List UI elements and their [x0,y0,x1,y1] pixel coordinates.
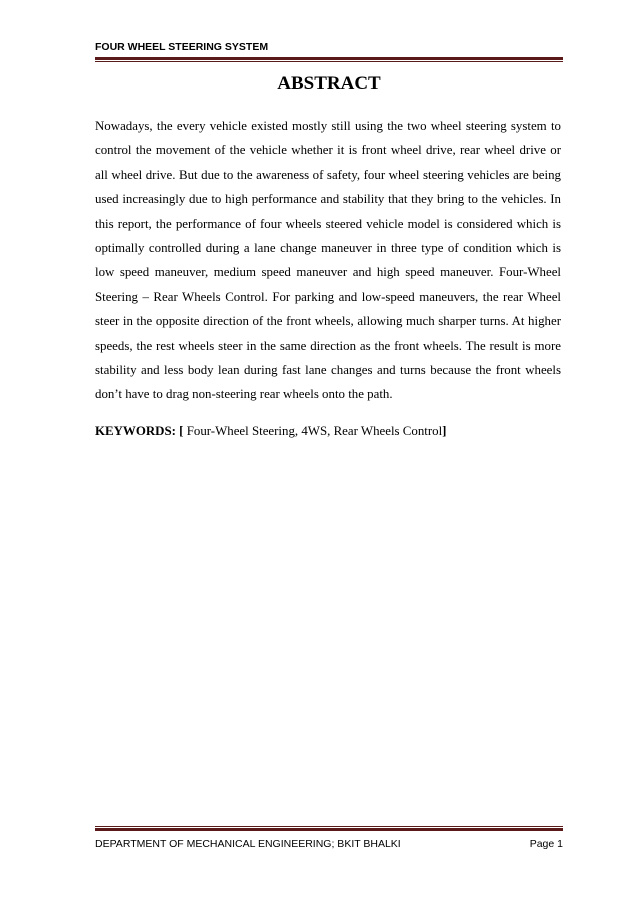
abstract-line: low speed maneuver, medium speed maneuver and high speed maneuver. Four-Wheel [95,265,561,280]
abstract-body [95,114,561,407]
abstract-line: Steering – Rear Wheels Control. For parking and low-speed maneuvers, the rear Wheel [95,289,561,304]
footer-department: DEPARTMENT OF MECHANICAL ENGINEERING; BKIT BHALKI [95,838,401,850]
page-header [95,40,563,62]
keywords-close-bracket: ] [442,424,447,438]
keywords-text: Four-Wheel Steering, 4WS, Rear Wheels Control [186,424,443,438]
footer-row [95,837,563,851]
header-title: FOUR WHEEL STEERING SYSTEM [95,41,269,53]
footer-page-number: Page 1 [529,838,563,850]
keywords-label: KEYWORDS: [95,424,176,438]
abstract-line: this report, the performance of four wheels steered vehicle model is considered which is [95,216,561,231]
abstract-line: Nowadays, the every vehicle existed mostly still using the two wheel steering system to [95,119,561,133]
abstract-line: steer in the opposite direction of the front wheels, allowing much sharper turns. At higher [95,314,561,329]
abstract-line: control the movement of the vehicle whether it is front wheel drive, rear wheel drive or [95,143,561,158]
footer-rule [95,826,563,831]
header-rule [95,57,563,62]
keywords-open-bracket: [ [179,424,184,438]
page-footer [95,826,563,851]
abstract-line: optimally controlled during a lane change maneuver in three type of condition which is [95,241,561,256]
abstract-line: used increasingly due to high performance and stability that they bring to the vehicles. In [95,192,561,207]
abstract-line: all wheel drive. But due to the awareness of safety, four wheel steering vehicles are being [95,167,561,182]
abstract-line: don’t have to drag non-steering rear wheels onto the path. [95,387,393,402]
abstract-heading: ABSTRACT [277,73,381,94]
keywords-line [95,422,563,440]
abstract-line: speeds, the rest wheels steer in the same direction as the front wheels. The result is more [95,338,561,353]
abstract-line: stability and less body lean during fast lane changes and turns because the front wheels [95,363,561,378]
